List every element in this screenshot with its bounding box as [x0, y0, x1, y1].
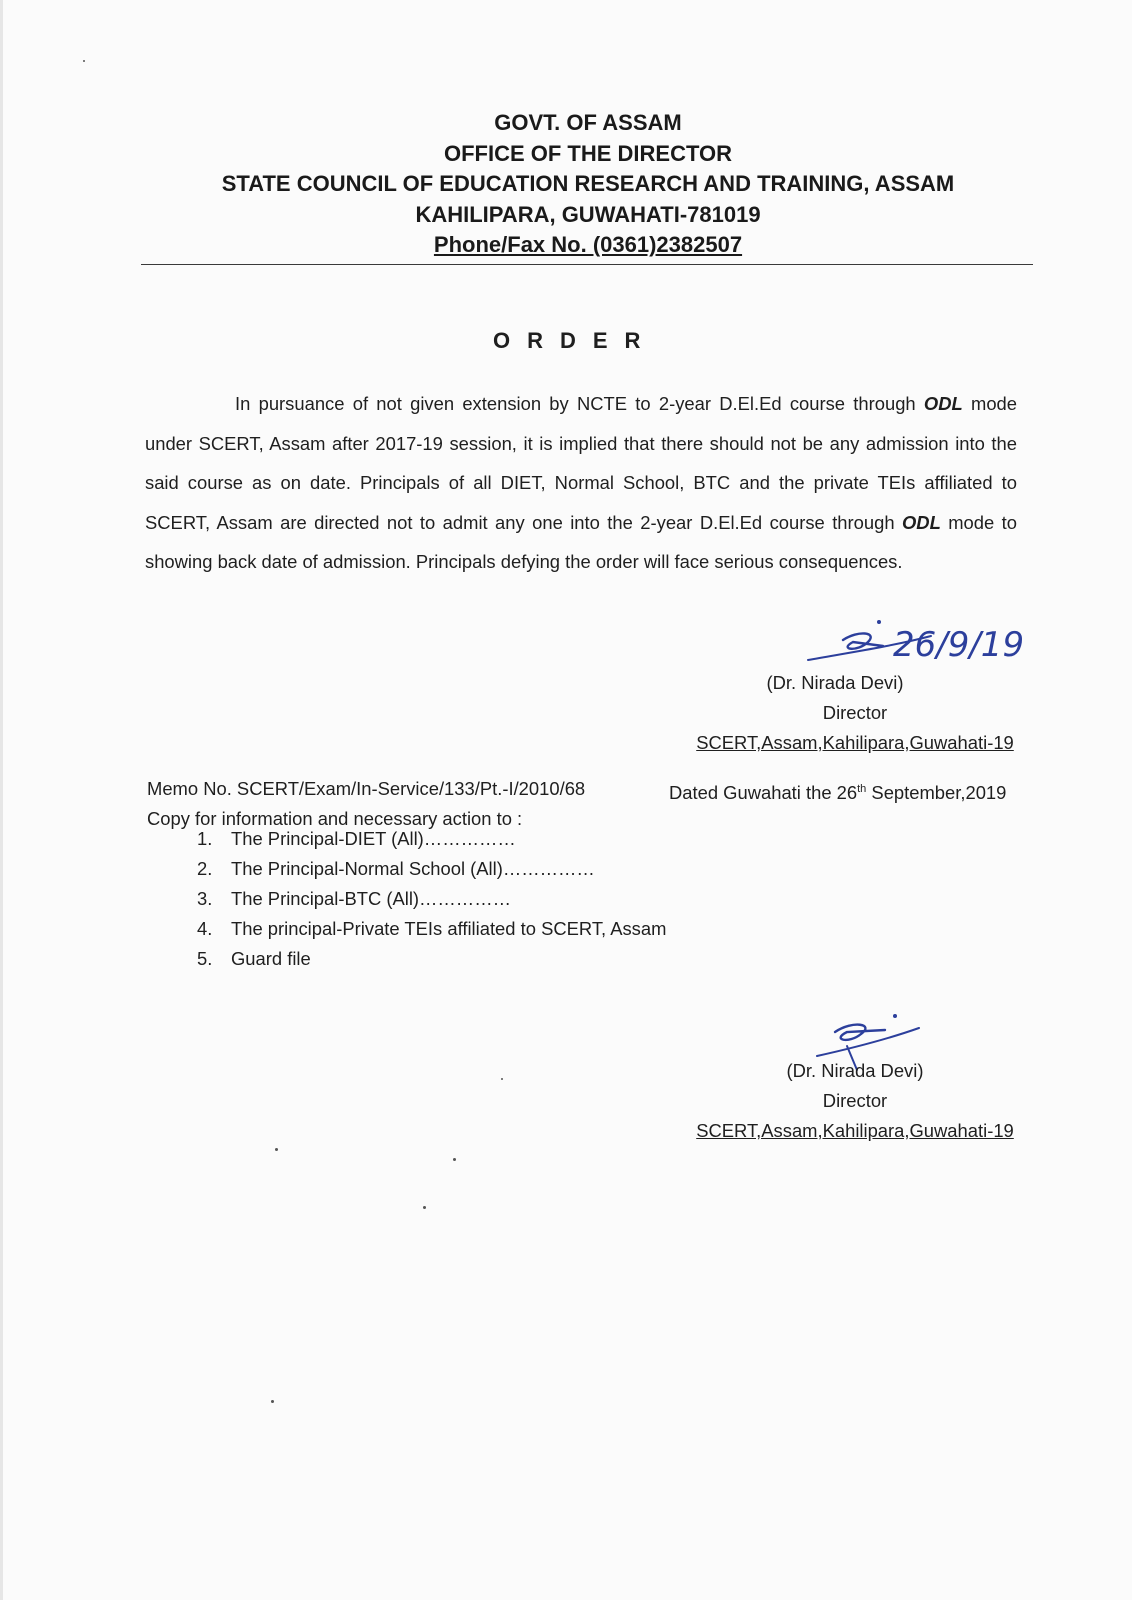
- scan-speck: [501, 1078, 503, 1080]
- list-item: 1. The Principal-DIET (All)……………: [197, 828, 516, 849]
- odl-emphasis-1: ODL: [923, 393, 963, 414]
- body-part-2: mode under SCERT, Assam after 2017-19 session, it is implied that there should not be any admission into the said course as on date. Principals of all DIET, Normal School, BTC and the private TEIs affiliated to SCERT, Assam are directed not to admit any one into the 2-year D.El.Ed course through: [145, 393, 1023, 533]
- order-body: [145, 384, 1023, 582]
- header-phone: Phone/Fax No. (0361)2382507: [433, 232, 743, 257]
- copy-intro: Copy for information and necessary action to :: [147, 808, 523, 829]
- signature-block-1: [675, 668, 1035, 758]
- signatory-name: (Dr. Nirada Devi): [766, 672, 904, 693]
- signatory-designation: Director: [822, 1090, 888, 1111]
- odl-emphasis-2: ODL: [901, 511, 941, 533]
- body-part-3: mode to showing back date of admission. Principals defying the order will face serious consequences.: [145, 511, 1023, 572]
- list-item: 5. Guard file: [197, 948, 311, 969]
- header-council: STATE COUNCIL OF EDUCATION RESEARCH AND TRAINING, ASSAM: [221, 171, 955, 196]
- header-govt: GOVT. OF ASSAM: [494, 110, 682, 135]
- list-item: 2. The Principal-Normal School (All)……………: [197, 858, 595, 879]
- signature-block-2: [675, 1056, 1035, 1146]
- signatory-name: (Dr. Nirada Devi): [786, 1060, 924, 1081]
- signature-date-handwritten: 26/9/19: [893, 625, 1025, 665]
- signatory-designation: Director: [822, 702, 888, 723]
- scan-speck: [423, 1206, 426, 1209]
- header-address: KAHILIPARA, GUWAHATI-781019: [415, 201, 761, 227]
- copy-to-list: [197, 824, 666, 974]
- list-item: 4. The principal-Private TEIs affiliated to SCERT, Assam: [197, 918, 667, 939]
- scan-speck: [83, 60, 85, 62]
- body-part-1: In pursuance of not given extension by NCTE to 2-year D.El.Ed course through: [235, 393, 924, 414]
- scan-speck: [453, 1158, 456, 1161]
- memo-number: Memo No. SCERT/Exam/In-Service/133/Pt.-I/2010/68: [147, 778, 586, 799]
- scan-speck: [271, 1400, 274, 1403]
- header-divider: [141, 264, 1033, 265]
- list-item: 3. The Principal-BTC (All)……………: [197, 888, 511, 909]
- letterhead: [3, 108, 1132, 261]
- header-office: OFFICE OF THE DIRECTOR: [443, 140, 733, 166]
- memo-date: Dated Guwahati the 26th September,2019: [669, 782, 1007, 804]
- order-title: ORDER: [493, 328, 658, 353]
- scan-speck: [275, 1148, 278, 1151]
- signatory-office: SCERT,Assam,Kahilipara,Guwahati-19: [696, 732, 1014, 753]
- signatory-office: SCERT,Assam,Kahilipara,Guwahati-19: [696, 1120, 1014, 1141]
